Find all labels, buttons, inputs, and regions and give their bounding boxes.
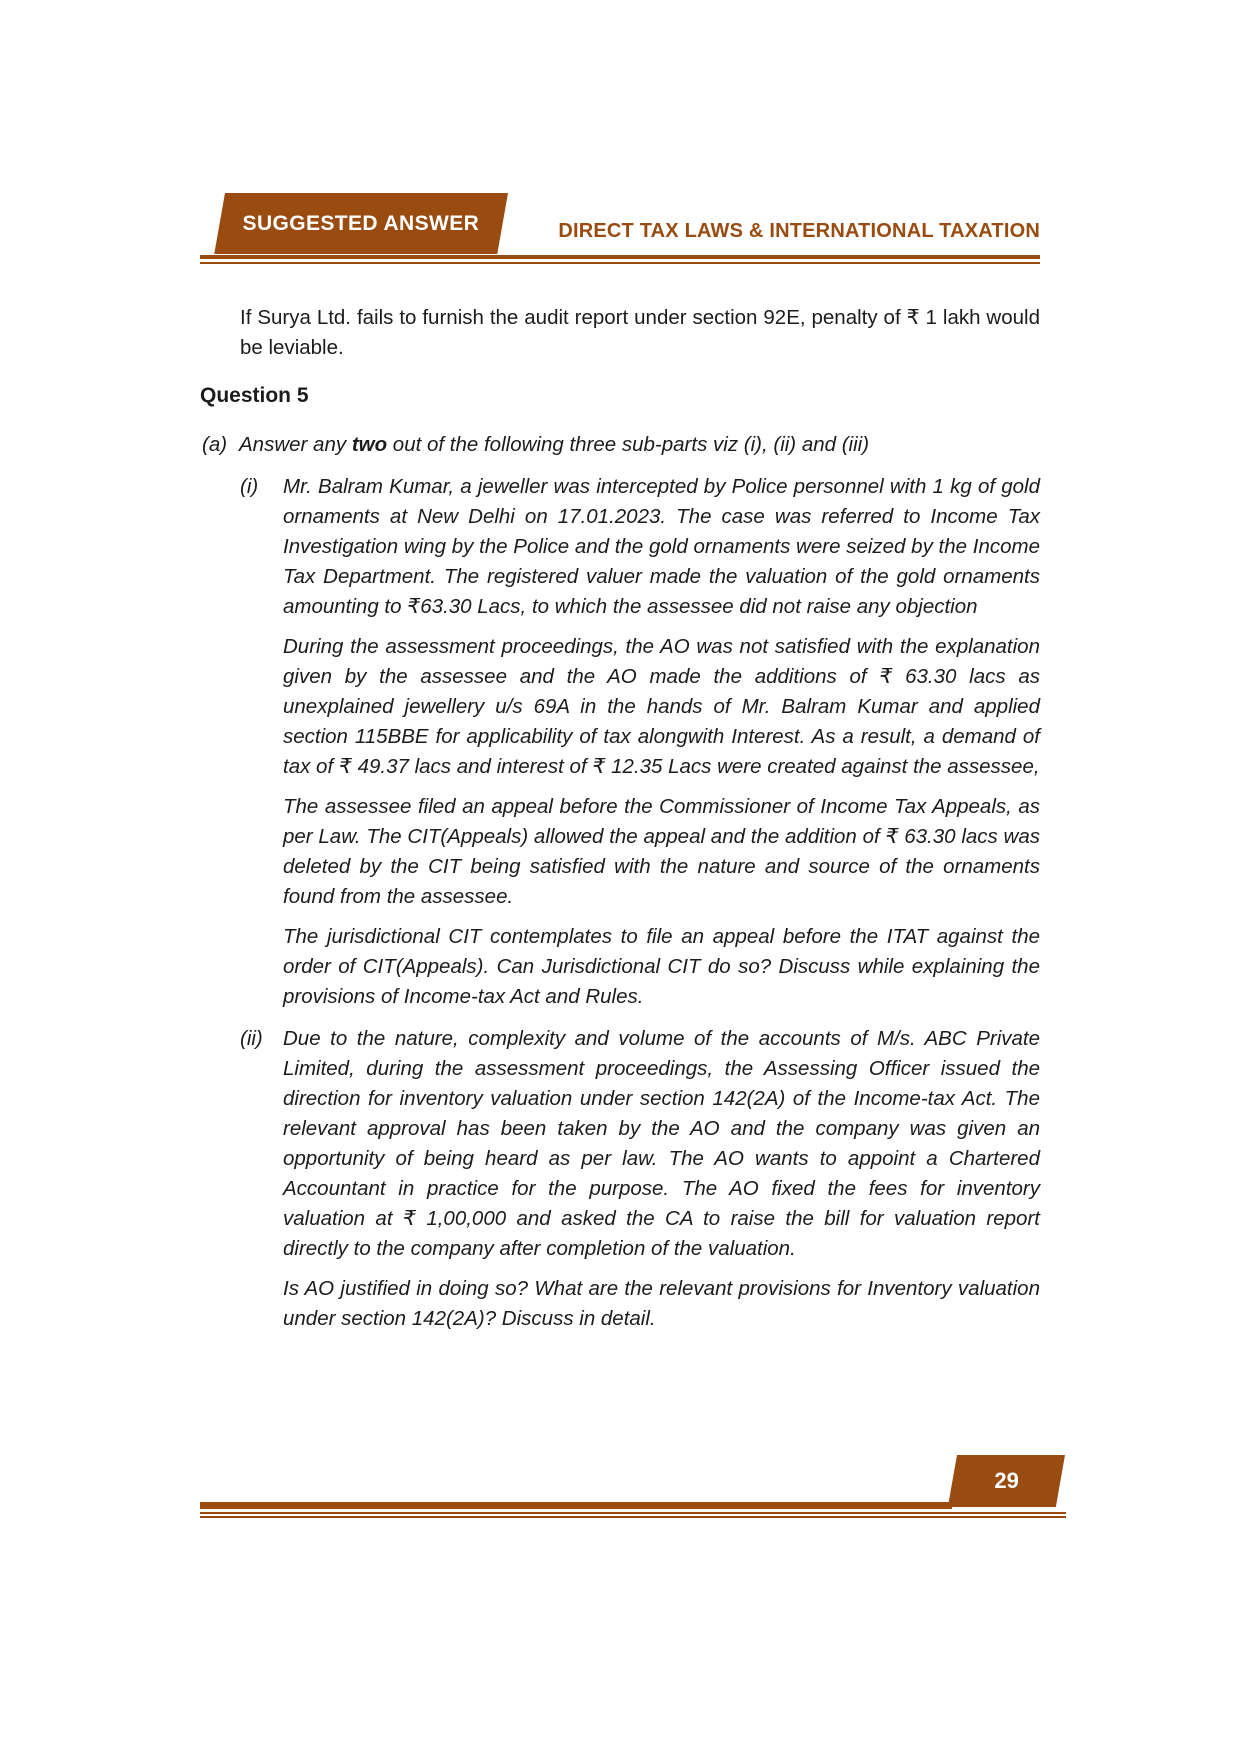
- part-a-text-before: Answer any: [239, 433, 352, 456]
- sub-part-i: [240, 472, 1040, 1012]
- sub-parts: [240, 472, 1040, 1334]
- subpart-paragraph: Mr. Balram Kumar, a jeweller was intercepted by Police personnel with 1 kg of gold ornaments at New Delhi on 17.01.2023. The case was referred to Income Tax Investigation wing by the Police and the gold ornaments were seized by the Income Tax Department. The registered valuer made the valuation of the gold ornaments amounting to ₹63.30 Lacs, to which the assessee did not raise any objection: [283, 475, 1040, 618]
- question-heading: Question 5: [200, 384, 309, 407]
- part-a-text: [239, 430, 1040, 460]
- suggested-answer-banner: [214, 193, 508, 254]
- question-part-a: [200, 430, 1040, 460]
- footer-rule-thick: [200, 1502, 952, 1509]
- part-a-bold-word: two: [351, 433, 388, 456]
- page-number: 29: [994, 1468, 1019, 1493]
- intro-paragraph: If Surya Ltd. fails to furnish the audit report under section 92E, penalty of ₹ 1 lakh would be leviable.: [240, 306, 1040, 359]
- sub-part-ii-body: [283, 1024, 1040, 1334]
- subpart-paragraph: The assessee filed an appeal before the Commissioner of Income Tax Appeals, as per Law. The CIT(Appeals) allowed the appeal and the addition of ₹ 63.30 lacs was deleted by the CIT being satisfied with the nature and source of the ornaments found from the assessee.: [283, 795, 1040, 908]
- header-rule-thick: [200, 255, 1040, 259]
- page-number-badge: [948, 1455, 1065, 1507]
- footer-rule-thin-1: [200, 1512, 1066, 1514]
- subpart-paragraph: The jurisdictional CIT contemplates to file an appeal before the ITAT against the order of CIT(Appeals). Can Jurisdictional CIT do so? Discuss while explaining the provisions of Income-tax Act and Rules.: [283, 925, 1040, 1008]
- part-a-label: (a): [202, 433, 228, 456]
- header-rule-thin: [200, 262, 1040, 264]
- subpart-paragraph: During the assessment proceedings, the AO was not satisfied with the explanation given by the assessee and the AO made the additions of ₹ 63.30 lacs as unexplained jewellery u/s 69A in the hands of Mr. Balram Kumar and applied section 115BBE for applicability of tax alongwith Interest. As a result, a demand of tax of ₹ 49.37 lacs and interest of ₹ 12.35 Lacs were created against the assessee,: [283, 635, 1040, 778]
- part-a-text-after: out of the following three sub-parts viz (i), (ii) and (iii): [387, 433, 870, 456]
- subpart-paragraph: Is AO justified in doing so? What are the relevant provisions for Inventory valuation under section 142(2A)? Discuss in detail.: [283, 1277, 1040, 1330]
- document-title: DIRECT TAX LAWS & INTERNATIONAL TAXATION: [558, 220, 1040, 242]
- sub-part-i-label: (i): [240, 475, 259, 498]
- sub-part-ii-label: (ii): [240, 1027, 263, 1050]
- footer-rule-thin-2: [200, 1516, 1066, 1518]
- page-content: [200, 295, 1040, 1334]
- sub-part-ii: [240, 1024, 1040, 1334]
- subpart-paragraph: Due to the nature, complexity and volume of the accounts of M/s. ABC Private Limited, during the assessment proceedings, the Assessing Officer issued the direction for inventory valuation under section 142(2A) of the Income-tax Act. The relevant approval has been taken by the AO and the company was given an opportunity of being heard as per law. The AO wants to appoint a Chartered Accountant in practice for the purpose. The AO fixed the fees for inventory valuation at ₹ 1,00,000 and asked the CA to raise the bill for valuation report directly to the company after completion of the valuation.: [283, 1027, 1040, 1260]
- banner-label: SUGGESTED ANSWER: [242, 211, 480, 235]
- sub-part-i-body: [283, 472, 1040, 1012]
